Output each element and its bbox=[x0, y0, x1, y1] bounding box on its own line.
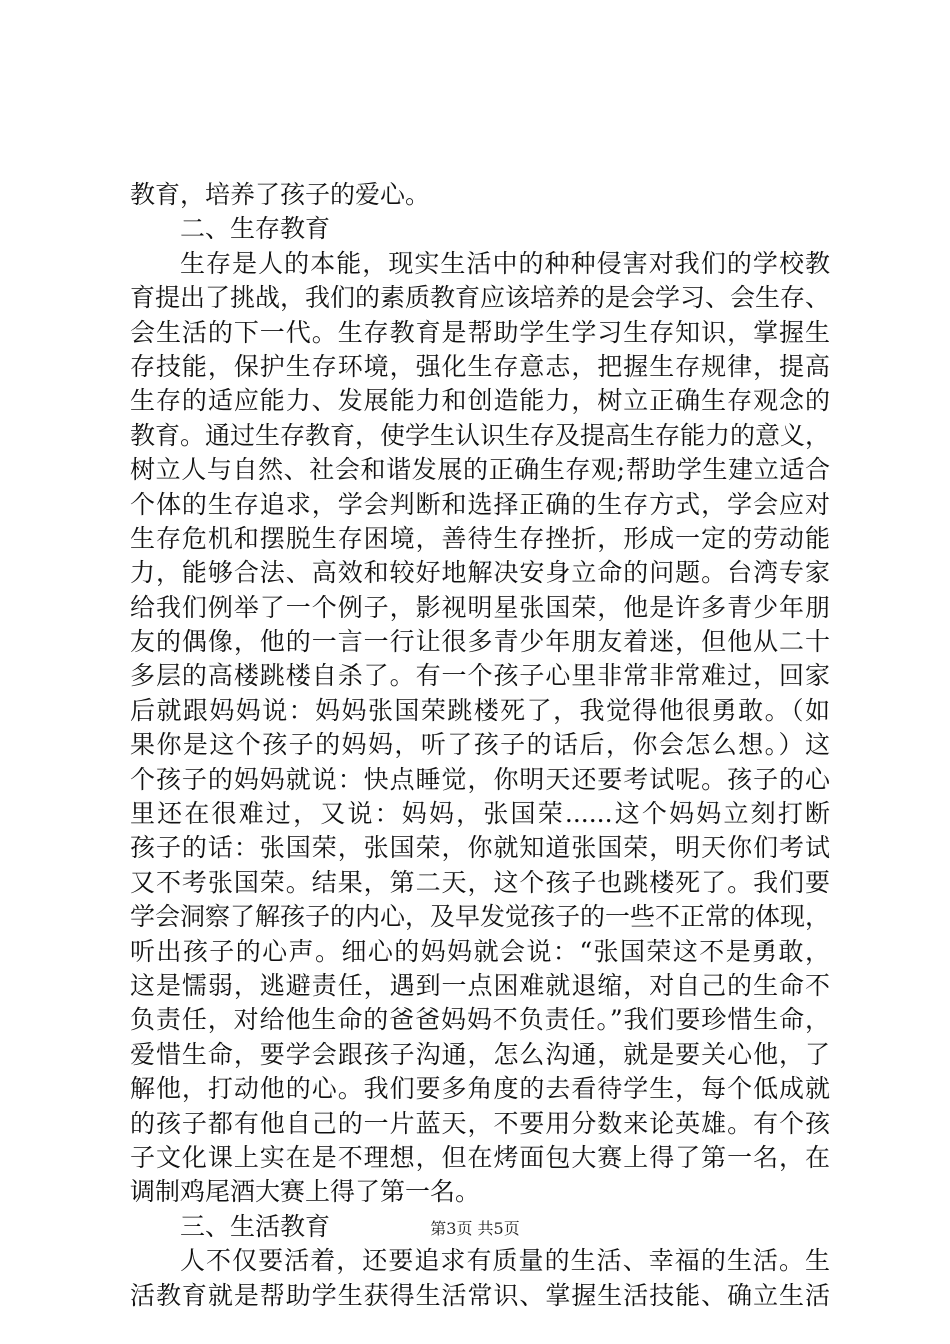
text-line: 教育，培养了孩子的爱心。 bbox=[130, 180, 431, 209]
text-line: 孩子的话：张国荣，张国荣，你就知道张国荣，明天你们考试 bbox=[130, 833, 830, 863]
text-line: 生存的适应能力、发展能力和创造能力，树立正确生存观念的 bbox=[130, 386, 830, 416]
text-line: 存技能，保护生存环境，强化生存意志，把握生存规律，提高 bbox=[130, 351, 830, 381]
text-line: 育提出了挑战，我们的素质教育应该培养的是会学习、会生存、 bbox=[130, 283, 831, 313]
text-line: 友的偶像，他的一言一行让很多青少年朋友着迷，但他从二十 bbox=[130, 627, 830, 657]
text-line: 力，能够合法、高效和较好地解决安身立命的问题。台湾专家 bbox=[130, 558, 830, 588]
document-body bbox=[130, 178, 830, 1313]
text-line: 生存危机和摆脱生存困境，善待生存挫折，形成一定的劳动能 bbox=[130, 523, 830, 553]
text-line: 爱惜生命，要学会跟孩子沟通，怎么沟通，就是要关心他，了 bbox=[130, 1039, 830, 1069]
text-line: 调制鸡尾酒大赛上得了第一名。 bbox=[130, 1177, 481, 1207]
text-line: 多层的高楼跳楼自杀了。有一个孩子心里非常非常难过，回家 bbox=[130, 661, 830, 691]
text-line: 听出孩子的心声。细心的妈妈就会说：“张国荣这不是勇敢， bbox=[130, 936, 830, 966]
text-line: 教育。通过生存教育，使学生认识生存及提高生存能力的意义， bbox=[130, 420, 831, 450]
text-line: 会生活的下一代。生存教育是帮助学生学习生存知识，掌握生 bbox=[130, 317, 830, 347]
text-line: 子文化课上实在是不理想，但在烤面包大赛上得了第一名，在 bbox=[130, 1142, 830, 1172]
text-line: 人不仅要活着，还要追求有质量的生活、幸福的生活。生 bbox=[180, 1246, 830, 1276]
text-line: 学会洞察了解孩子的内心，及早发觉孩子的一些不正常的体现， bbox=[130, 902, 831, 932]
text-line: 生存是人的本能，现实生活中的种种侵害对我们的学校教 bbox=[180, 248, 830, 278]
text-line: 果你是这个孩子的妈妈，听了孩子的话后，你会怎么想。）这 bbox=[130, 730, 830, 760]
text-line: 个体的生存追求，学会判断和选择正确的生存方式，学会应对 bbox=[130, 489, 830, 519]
text-line: 后就跟妈妈说：妈妈张国荣跳楼死了，我觉得他很勇敢。（如 bbox=[130, 695, 830, 725]
text-line: 这是懦弱，逃避责任，遇到一点困难就退缩，对自己的生命不 bbox=[130, 970, 830, 1000]
text-line: 树立人与自然、社会和谐发展的正确生存观;帮助学生建立适合 bbox=[130, 455, 830, 485]
text-line: 又不考张国荣。结果，第二天，这个孩子也跳楼死了。我们要 bbox=[130, 867, 830, 897]
section-heading: 三、生活教育 bbox=[180, 1211, 331, 1241]
text-line: 给我们例举了一个例子，影视明星张国荣，他是许多青少年朋 bbox=[130, 592, 830, 622]
text-line: 个孩子的妈妈就说：快点睡觉，你明天还要考试呢。孩子的心 bbox=[130, 764, 830, 794]
text-line: 解他，打动他的心。我们要多角度的去看待学生，每个低成就 bbox=[130, 1074, 830, 1104]
page-number-footer: 第3页 共5页 bbox=[430, 1219, 520, 1238]
text-line: 里还在很难过，又说：妈妈，张国荣......这个妈妈立刻打断 bbox=[130, 799, 830, 829]
text-line: 负责任，对给他生命的爸爸妈妈不负责任。”我们要珍惜生命， bbox=[130, 1005, 830, 1035]
section-heading: 二、生存教育 bbox=[180, 214, 331, 244]
text-line: 活教育就是帮助学生获得生活常识、掌握生活技能、确立生活 bbox=[130, 1280, 830, 1310]
text-line: 的孩子都有他自己的一片蓝天，不要用分数来论英雄。有个孩 bbox=[130, 1108, 830, 1138]
